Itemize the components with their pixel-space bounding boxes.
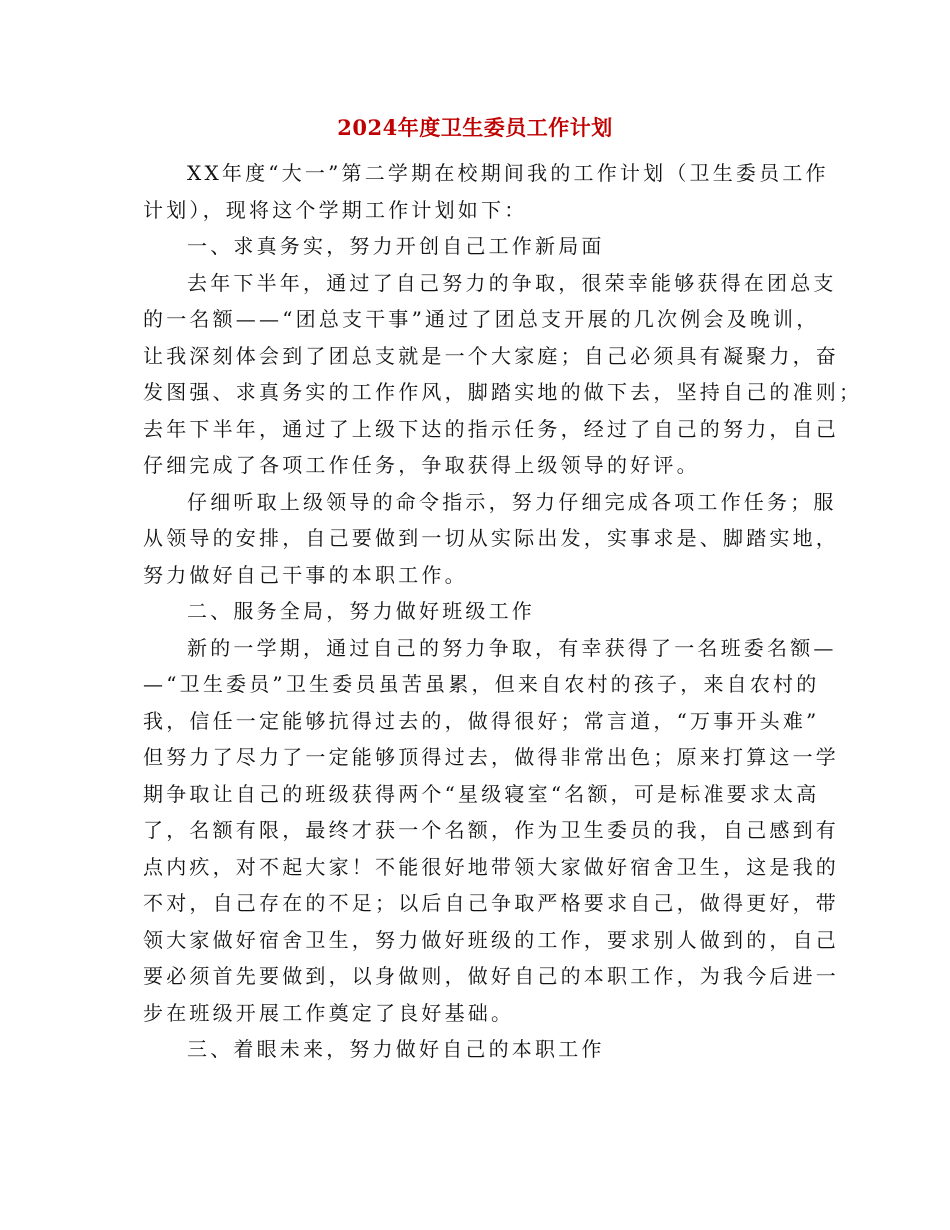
text-line: 期争取让自己的班级获得两个“星级寝室“名额，可是标准要求太高 [143, 781, 820, 806]
document-body [143, 155, 863, 1068]
text-line: 让我深刻体会到了团总支就是一个大家庭；自己必须具有凝聚力，奋 [143, 343, 839, 368]
text-line: 去年下半年，通过了上级下达的指示任务，经过了自己的努力，自己 [143, 416, 839, 441]
text-line: 不对，自己存在的不足；以后自己争取严格要求自己，做得更好，带 [143, 891, 839, 915]
text-line: 的一名额——“团总支干事”通过了团总支开展的几次例会及晚训， [143, 307, 820, 331]
text-line: 努力做好自己干事的本职工作。 [143, 562, 468, 587]
text-line: 新的一学期，通过自己的努力争取，有幸获得了一名班委名额— [187, 635, 837, 660]
text-line: 要必须首先要做到，以身做则，做好自己的本职工作，为我今后进一 [143, 964, 839, 988]
text-line: 从领导的安排，自己要做到一切从实际出发，实事求是、脚踏实地， [143, 526, 839, 550]
text-line: 三、着眼未来，努力做好自己的本职工作 [187, 1037, 605, 1061]
text-line: 计划），现将这个学期工作计划如下： [143, 197, 528, 222]
text-line: 二、服务全局，努力做好班级工作 [187, 599, 535, 623]
text-line: 但努力了尽力了一定能够顶得过去，做得非常出色；原来打算这一学 [143, 745, 839, 769]
text-line: 了，名额有限，最终才获一个名额，作为卫生委员的我，自己感到有 [143, 818, 839, 842]
text-line: 点内疚，对不起大家！不能很好地带领大家做好宿舍卫生，这是我的 [143, 854, 839, 879]
text-line: 一、求真务实，努力开创自己工作新局面 [187, 234, 605, 258]
text-line: 发图强、求真务实的工作作风，脚踏实地的做下去，坚持自己的准则； [143, 380, 863, 404]
text-line: 去年下半年，通过了自己努力的争取，很荣幸能够获得在团总支 [187, 270, 837, 295]
text-line: —“卫生委员”卫生委员虽苦虽累，但来自农村的孩子，来自农村的 [143, 672, 820, 696]
document-title: 2024年度卫生委员工作计划 [337, 115, 613, 140]
text-line: 步在班级开展工作奠定了良好基础。 [143, 1000, 515, 1025]
text-line: 仔细听取上级领导的命令指示，努力仔细完成各项工作任务；服 [187, 489, 837, 514]
text-line: XX年度“大一”第二学期在校期间我的工作计划（卫生委员工作 [187, 161, 829, 185]
text-line: 仔细完成了各项工作任务，争取获得上级领导的好评。 [143, 453, 700, 477]
text-line: 领大家做好宿舍卫生，努力做好班级的工作，要求别人做到的，自己 [143, 927, 839, 952]
text-line: 我，信任一定能够抗得过去的，做得很好；常言道，“万事开头难” [143, 708, 820, 733]
